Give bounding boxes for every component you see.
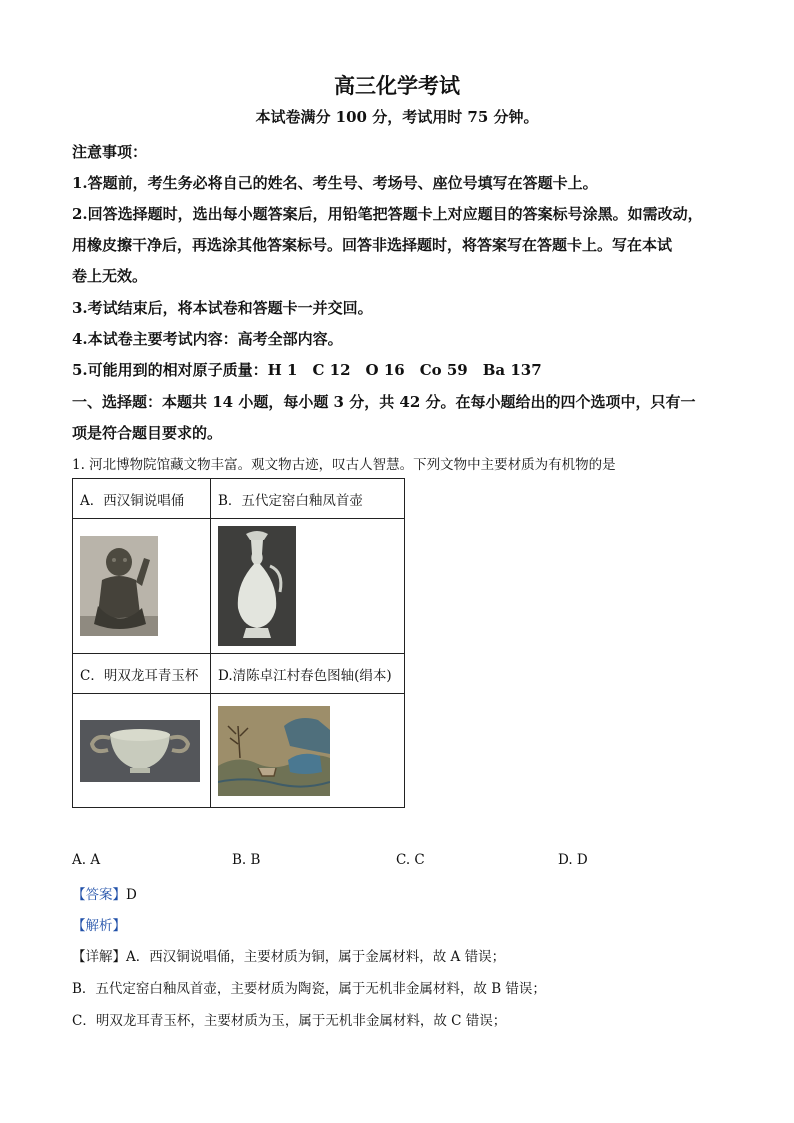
option-a: A. A <box>72 852 101 868</box>
porcelain-ewer-image <box>218 526 296 646</box>
section-heading-line-1: 一、选择题：本题共 14 小题，每小题 3 分，共 42 分。在每小题给出的四个选项中，只有一 <box>72 393 696 411</box>
note-item-4: 4.本试卷主要考试内容：高考全部内容。 <box>72 330 343 348</box>
cell-option-b: B．五代定窑白釉凤首壶 <box>211 479 405 519</box>
cell-option-d: D.清陈卓江村春色图轴(绢本) <box>211 654 405 694</box>
analysis-label: 【解析】 <box>72 918 126 934</box>
detail-line-a <box>72 945 505 965</box>
detail-a-text: A．西汉铜说唱俑，主要材质为铜，属于金属材料，故 A 错误； <box>126 949 506 965</box>
note-item-5: 5.可能用到的相对原子质量：H 1 C 12 O 16 Co 59 Ba 137 <box>72 361 542 379</box>
answer-value: D <box>126 887 137 903</box>
note-item-1: 1.答题前，考生务必将自己的姓名、考生号、考场号、座位号填写在答题卡上。 <box>72 174 598 192</box>
question-1-stem: 1. 河北博物院馆藏文物丰富。观文物古迹，叹古人智慧。下列文物中主要材质为有机物的是 <box>72 457 616 473</box>
note-item-3: 3.考试结束后，将本试卷和答题卡一并交回。 <box>72 299 373 317</box>
section-heading-line-2: 项是符合题目要求的。 <box>72 424 223 442</box>
detail-label: 【详解】 <box>72 949 126 965</box>
option-b: B. B <box>232 852 261 868</box>
image-cell-a <box>73 519 211 654</box>
artifact-table <box>72 478 405 808</box>
note-item-2-line-3: 卷上无效。 <box>72 267 148 285</box>
exam-info: 本试卷满分 100 分，考试用时 75 分钟。 <box>255 108 539 126</box>
option-c: C. C <box>396 852 425 868</box>
page-title: 高三化学考试 <box>334 73 460 98</box>
image-cell-b <box>211 519 405 654</box>
detail-line-c: C．明双龙耳青玉杯，主要材质为玉，属于无机非金属材料，故 C 错误； <box>72 1013 507 1029</box>
cell-option-c: C．明双龙耳青玉杯 <box>73 654 211 694</box>
answer-line <box>72 883 137 903</box>
answer-label: 【答案】 <box>72 887 126 903</box>
image-cell-d <box>211 694 405 808</box>
cell-option-a: A．西汉铜说唱俑 <box>73 479 211 519</box>
detail-line-b: B．五代定窑白釉凤首壶，主要材质为陶瓷，属于无机非金属材料，故 B 错误； <box>72 981 546 997</box>
silk-painting-image <box>218 706 330 796</box>
note-item-2-line-1: 2.回答选择题时，选出每小题答案后，用铅笔把答题卡上对应题目的答案标号涂黑。如需改动， <box>72 205 703 223</box>
notes-heading: 注意事项： <box>72 143 148 161</box>
bronze-figurine-image <box>80 536 158 636</box>
image-cell-c <box>73 694 211 808</box>
note-item-2-line-2: 用橡皮擦干净后，再选涂其他答案标号。回答非选择题时，将答案写在答题卡上。写在本试 <box>72 236 673 254</box>
jade-cup-image <box>80 720 200 782</box>
option-d: D. D <box>558 852 588 868</box>
